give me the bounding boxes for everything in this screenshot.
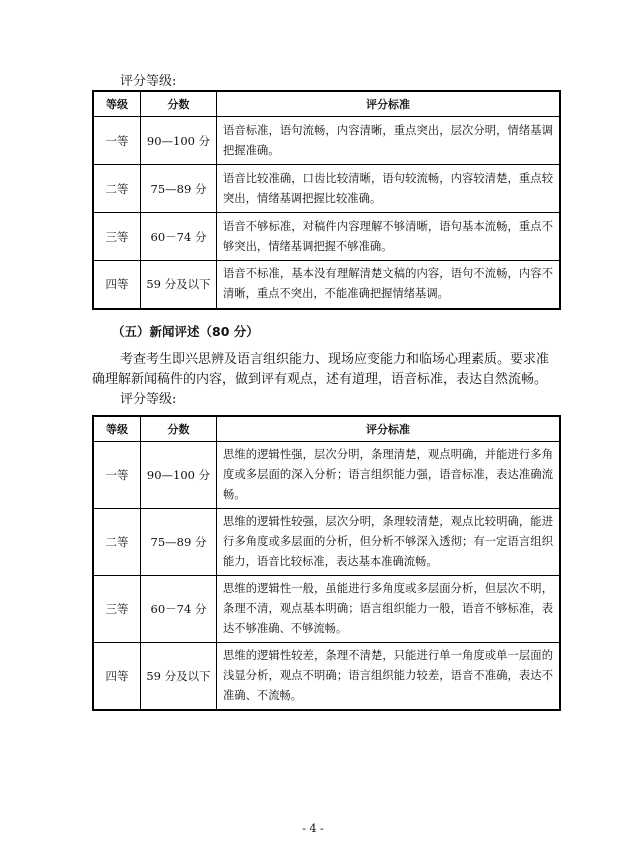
table-header-row	[93, 416, 560, 442]
header-score: 分数	[141, 416, 217, 442]
section-heading: （五）新闻评述（80 分）	[112, 324, 259, 339]
table-row	[93, 509, 560, 576]
level-cell: 一等	[93, 117, 141, 165]
grading-label-1: 评分等级:	[120, 74, 177, 89]
score-cell: 90—100 分	[141, 117, 217, 165]
level-cell: 三等	[93, 213, 141, 261]
score-cell: 59 分及以下	[141, 643, 217, 711]
table-row	[93, 213, 560, 261]
criteria-cell: 语音标准，语句流畅，内容清晰，重点突出，层次分明，情绪基调把握准确。	[217, 117, 561, 165]
score-cell: 75—89 分	[141, 509, 217, 576]
table-row	[93, 643, 560, 711]
header-criteria: 评分标准	[217, 91, 561, 117]
level-cell: 四等	[93, 261, 141, 309]
level-cell: 四等	[93, 643, 141, 711]
table-row	[93, 442, 560, 509]
criteria-cell: 语音不够标准，对稿件内容理解不够清晰，语句基本流畅，重点不够突出，情绪基调把握不够准确。	[217, 213, 561, 261]
criteria-cell: 语音不标准，基本没有理解清楚文稿的内容，语句不流畅，内容不清晰，重点不突出，不能准确把握情绪基调。	[217, 261, 561, 309]
header-level: 等级	[93, 91, 141, 117]
criteria-cell: 思维的逻辑性一般，虽能进行多角度或多层面分析，但层次不明，条理不清，观点基本明确；语言组织能力一般，语音不够标准，表达不够准确、不够流畅。	[217, 576, 561, 643]
score-cell: 60－74 分	[141, 213, 217, 261]
score-cell: 59 分及以下	[141, 261, 217, 309]
score-cell: 90—100 分	[141, 442, 217, 509]
table-header-row	[93, 91, 560, 117]
header-level: 等级	[93, 416, 141, 442]
criteria-cell: 思维的逻辑性较强，层次分明，条理较清楚，观点比较明确，能进行多角度或多层面的分析，但分析不够深入透彻；有一定语言组织能力，语音比较标准，表达基本准确流畅。	[217, 509, 561, 576]
criteria-cell: 思维的逻辑性强，层次分明，条理清楚，观点明确，并能进行多角度或多层面的深入分析；语言组织能力强，语音标准，表达准确流畅。	[217, 442, 561, 509]
table-row	[93, 165, 560, 213]
criteria-cell: 语音比较准确，口齿比较清晰，语句较流畅，内容较清楚，重点较突出，情绪基调把握比较准确。	[217, 165, 561, 213]
level-cell: 二等	[93, 509, 141, 576]
criteria-cell: 思维的逻辑性较差，条理不清楚，只能进行单一角度或单一层面的浅显分析，观点不明确；语言组织能力较差，语音不准确，表达不准确、不流畅。	[217, 643, 561, 711]
level-cell: 三等	[93, 576, 141, 643]
level-cell: 一等	[93, 442, 141, 509]
header-score: 分数	[141, 91, 217, 117]
header-criteria: 评分标准	[217, 416, 561, 442]
grading-table-2	[92, 415, 561, 711]
section-paragraph-line-1: 考查考生即兴思辨及语言组织能力、现场应变能力和临场心理素质。要求准	[120, 352, 550, 367]
grading-label-2: 评分等级:	[120, 392, 177, 407]
table-row	[93, 576, 560, 643]
level-cell: 二等	[93, 165, 141, 213]
score-cell: 75—89 分	[141, 165, 217, 213]
score-cell: 60－74 分	[141, 576, 217, 643]
page-number: - 4 -	[302, 822, 324, 835]
section-paragraph-line-2: 确理解新闻稿件的内容，做到评有观点，述有道理，语音标准，表达自然流畅。	[92, 372, 548, 387]
table-row	[93, 117, 560, 165]
table-row	[93, 261, 560, 309]
grading-table-1	[92, 90, 561, 310]
